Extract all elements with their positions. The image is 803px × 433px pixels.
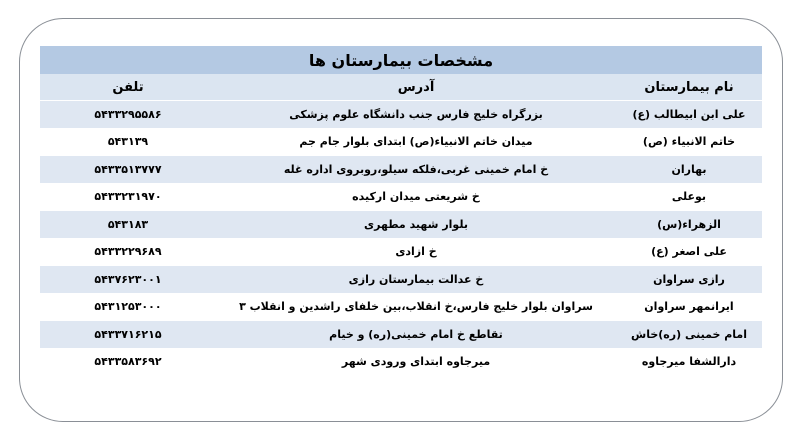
- table-row: [40, 211, 762, 239]
- table-header-row: [40, 74, 762, 101]
- hospital-address: خ شریعتی میدان ارکیده: [216, 183, 616, 211]
- hospital-phone: ۵۴۳۳۷۱۶۲۱۵: [40, 321, 216, 349]
- table-row: [40, 101, 762, 129]
- table-row: [40, 348, 762, 375]
- table-row: [40, 128, 762, 156]
- hospital-name: بوعلی: [616, 183, 762, 211]
- hospital-address: خ ازادی: [216, 238, 616, 266]
- hospital-name: خاتم الانبیاء (ص): [616, 128, 762, 156]
- hospital-name: بهاران: [616, 156, 762, 184]
- table-title: مشخصات بیمارستان ها: [40, 46, 762, 74]
- hospital-phone: ۵۴۳۱۳۹: [40, 128, 216, 156]
- hospital-phone: ۵۴۳۳۲۳۱۹۷۰: [40, 183, 216, 211]
- header-name: نام بیمارستان: [616, 74, 762, 101]
- hospital-name: علی اصغر (ع): [616, 238, 762, 266]
- hospital-name: امام خمینی (ره)خاش: [616, 321, 762, 349]
- hospital-phone: ۵۴۳۱۸۳: [40, 211, 216, 239]
- hospital-phone: ۵۴۳۳۵۱۳۷۷۷: [40, 156, 216, 184]
- table-row: [40, 156, 762, 184]
- hospital-address: تقاطع خ امام خمینی(ره) و خیام: [216, 321, 616, 349]
- hospital-address: میدان خاتم الانبیاء(ص) ابتدای بلوار جام جم: [216, 128, 616, 156]
- hospital-name: ایرانمهر سراوان: [616, 293, 762, 321]
- hospital-address: میرجاوه ابتدای ورودی شهر: [216, 348, 616, 375]
- hospital-phone: ۵۴۳۳۵۸۳۶۹۲: [40, 348, 216, 375]
- hospital-phone: ۵۴۳۳۲۲۹۶۸۹: [40, 238, 216, 266]
- hospital-name: دارالشفا میرجاوه: [616, 348, 762, 375]
- table-row: [40, 266, 762, 294]
- hospital-address: خ عدالت بیمارستان رازی: [216, 266, 616, 294]
- hospitals-table: [40, 46, 762, 375]
- hospital-name: رازی سراوان: [616, 266, 762, 294]
- table-row: [40, 293, 762, 321]
- header-phone: تلفن: [40, 74, 216, 101]
- header-address: آدرس: [216, 74, 616, 101]
- table-title-row: [40, 46, 762, 74]
- hospital-address: خ امام خمینی غربی،فلکه سیلو،روبروی اداره غله: [216, 156, 616, 184]
- table-row: [40, 183, 762, 211]
- hospital-name: الزهراء(س): [616, 211, 762, 239]
- table-row: [40, 238, 762, 266]
- table-row: [40, 321, 762, 349]
- hospital-phone: ۵۴۳۳۲۹۵۵۸۶: [40, 101, 216, 129]
- hospital-address: بزرگراه خلیج فارس جنب دانشگاه علوم پزشکی: [216, 101, 616, 129]
- hospital-phone: ۵۴۳۱۲۵۳۰۰۰: [40, 293, 216, 321]
- hospital-name: علی ابن ابیطالب (ع): [616, 101, 762, 129]
- hospital-phone: ۵۴۳۷۶۲۳۰۰۱: [40, 266, 216, 294]
- hospital-address: بلوار شهید مطهری: [216, 211, 616, 239]
- hospital-address: سراوان بلوار خلیج فارس،خ انقلاب،بین خلفای راشدین و انقلاب ۳: [216, 293, 616, 321]
